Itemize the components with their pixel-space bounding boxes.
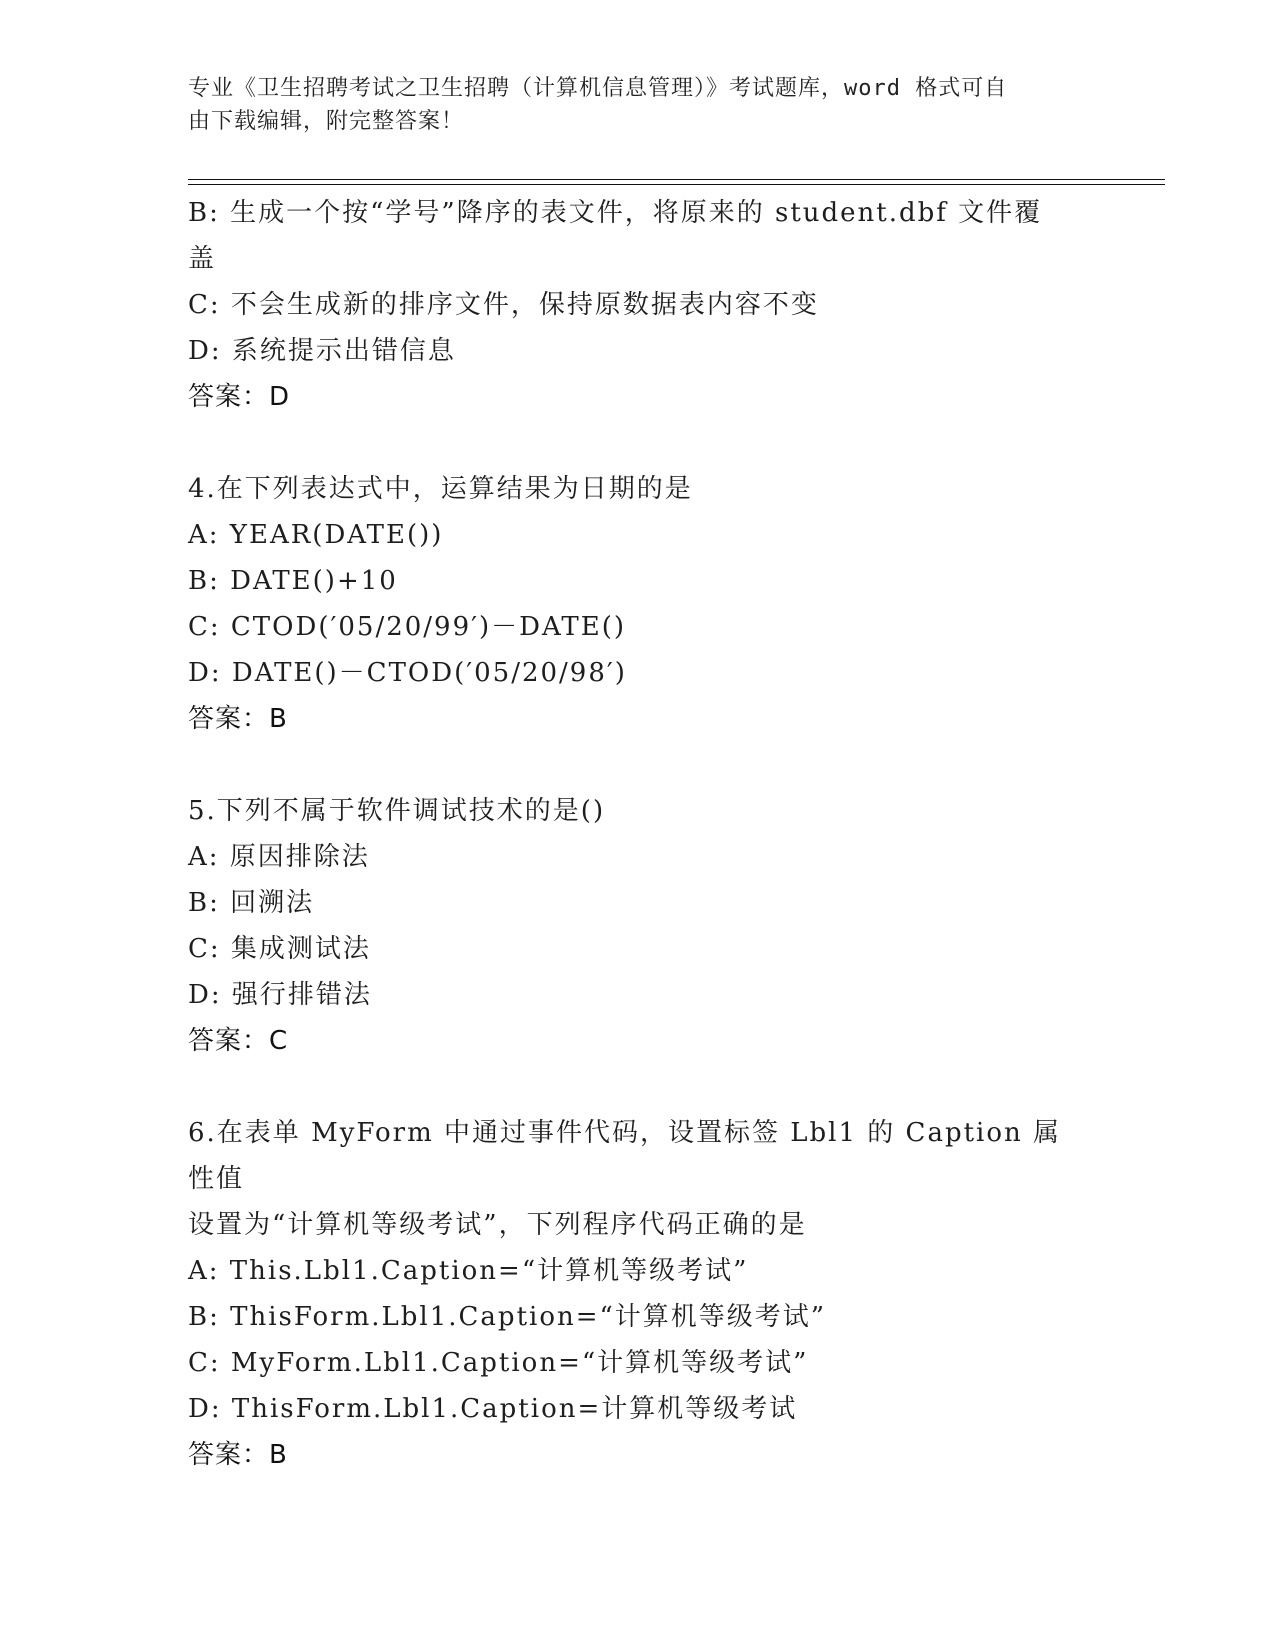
q6-answer: 答案：B: [188, 1440, 288, 1470]
q3-option-d: D: 系统提示出错信息: [188, 336, 456, 366]
question-5: [188, 788, 1088, 1064]
document-body: [188, 190, 1088, 1478]
spacer: [188, 742, 1088, 788]
q4-option-a: A: YEAR(DATE()): [188, 520, 444, 550]
header-line-2: 由下载编辑，附完整答案！: [188, 109, 465, 134]
spacer: [188, 420, 1088, 466]
q5-option-a: A: 原因排除法: [188, 842, 370, 872]
q3-option-c: C: 不会生成新的排序文件，保持原数据表内容不变: [188, 290, 819, 320]
q6-option-b: B: ThisForm.Lbl1.Caption=“计算机等级考试”: [188, 1302, 827, 1332]
q5-option-d: D: 强行排错法: [188, 980, 372, 1010]
document-header: [188, 72, 1088, 138]
q5-option-c: C: 集成测试法: [188, 934, 371, 964]
q5-answer: 答案：C: [188, 1026, 289, 1056]
spacer: [188, 1064, 1088, 1110]
q3-option-b-line-1: B: 生成一个按“学号”降序的表文件，将原来的 student.dbf 文件覆: [188, 198, 1043, 228]
q6-question-line-2: 设置为“计算机等级考试”，下列程序代码正确的是: [188, 1210, 807, 1240]
q6-option-c: C: MyForm.Lbl1.Caption=“计算机等级考试”: [188, 1348, 809, 1378]
q6-question-line-1: 6.在表单 MyForm 中通过事件代码，设置标签 Lbl1 的 Caption 属性值: [188, 1118, 1062, 1194]
header-divider-bottom: [188, 184, 1165, 185]
header-divider-top: [188, 179, 1165, 180]
q4-question: 4.在下列表达式中，运算结果为日期的是: [188, 474, 693, 504]
q5-question: 5.下列不属于软件调试技术的是(): [188, 796, 606, 826]
q4-answer: 答案：B: [188, 704, 288, 734]
q3-option-b-line-2: 盖: [188, 244, 217, 274]
q4-option-b: B: DATE()+10: [188, 566, 398, 596]
q3-answer: 答案：D: [188, 382, 291, 412]
q6-option-a: A: This.Lbl1.Caption=“计算机等级考试”: [188, 1256, 749, 1286]
question-6: [188, 1110, 1088, 1478]
header-line-1: 专业《卫生招聘考试之卫生招聘（计算机信息管理）》考试题库，word 格式可自: [188, 76, 1008, 101]
q6-option-d: D: ThisForm.Lbl1.Caption=计算机等级考试: [188, 1394, 798, 1424]
q5-option-b: B: 回溯法: [188, 888, 315, 918]
question-4: [188, 466, 1088, 742]
q4-option-d: D: DATE()－CTOD(′05/20/98′): [188, 658, 627, 688]
q4-option-c: C: CTOD(′05/20/99′)－DATE(): [188, 612, 626, 642]
question-3-continued: [188, 190, 1088, 420]
